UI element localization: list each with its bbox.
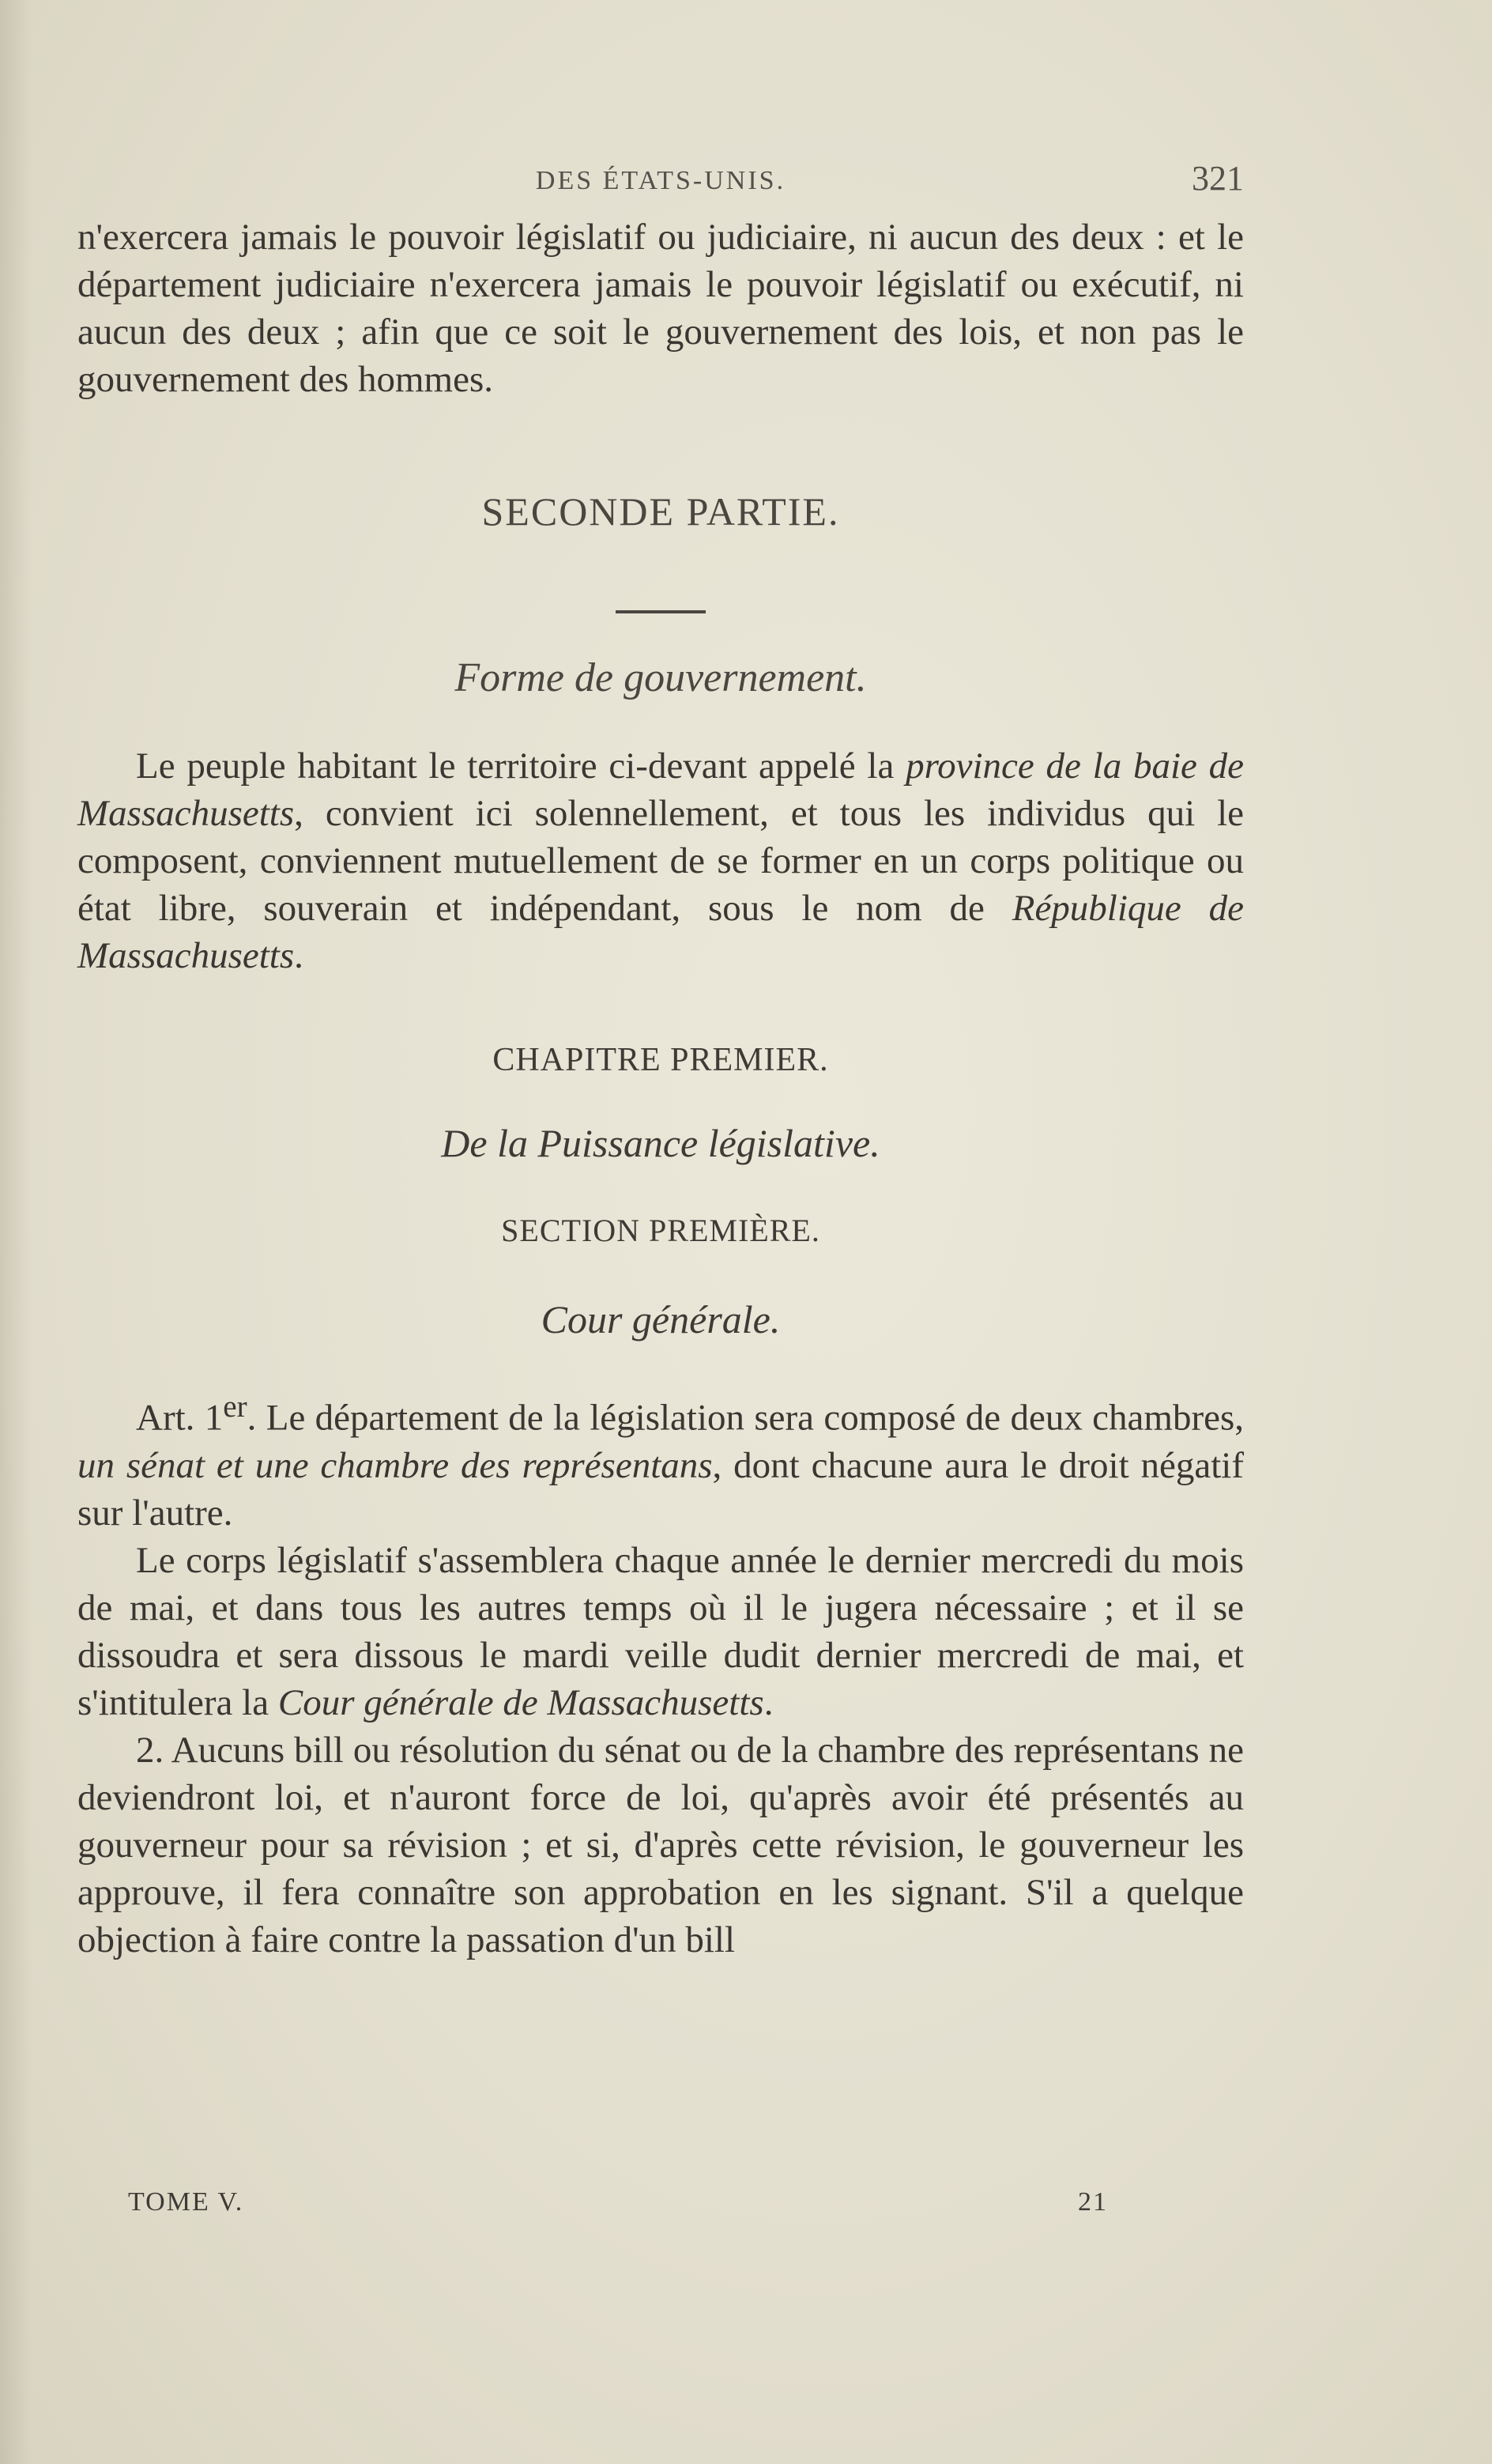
signature-mark: 21 bbox=[1078, 2187, 1108, 2217]
section-subtitle: Cour générale. bbox=[541, 1297, 781, 1341]
intro-province-name: province de la baie de Massachusetts bbox=[77, 745, 1245, 834]
part-title: SECONDE PARTIE. bbox=[481, 489, 840, 534]
article-1-chambers: un sénat et une chambre des représentans bbox=[77, 1444, 713, 1486]
chapter-subtitle: De la Puissance législative. bbox=[441, 1121, 880, 1165]
part-subtitle: Forme de gouvernement. bbox=[454, 655, 867, 700]
divider-rule bbox=[616, 610, 706, 613]
gutter-shadow bbox=[0, 0, 32, 2464]
page-number: 321 bbox=[1192, 159, 1244, 198]
corps-court-name: Cour générale de Massachusetts bbox=[277, 1681, 764, 1723]
text-column bbox=[77, 155, 1244, 1964]
corps-text-1: Le corps législatif s'assemblera chaque année le dernier mercredi du mois de mai, et dans tous les autres temps où il le jugera nécessaire ; et il se dissoudra et sera dissous le mardi veille dudit dernier mercredi de mai, et s'intitulera la bbox=[77, 1539, 1244, 1723]
article-1-text-2: , dont chacune aura le droit négatif sur l'autre. bbox=[77, 1444, 1244, 1534]
section-title: SECTION PREMIÈRE. bbox=[501, 1213, 820, 1248]
article-1-superscript: er bbox=[223, 1390, 247, 1424]
corps-paragraph bbox=[77, 1537, 1244, 1726]
article-1-text-1: . Le département de la législation sera composé de deux chambres, bbox=[247, 1397, 1244, 1439]
article-2-paragraph: 2. Aucuns bill ou résolution du sénat ou de la chambre des représentans ne deviendront loi, et n'auront force de loi, qu'après avoir été présentés au gouverneur pour sa révision ; et si, d'après cette révision, le gouverneur les approuve, il fera connaître son approbation en les signant. S'il a quelque objection à faire contre la passation d'un bill bbox=[77, 1729, 1244, 1960]
page-footer bbox=[128, 2187, 1108, 2227]
intro-text-3: . bbox=[294, 935, 303, 976]
running-head-title: DES ÉTATS-UNIS. bbox=[535, 166, 786, 195]
article-1-prefix: Art. 1 bbox=[136, 1397, 224, 1439]
chapter-title: CHAPITRE PREMIER. bbox=[492, 1042, 829, 1078]
running-head bbox=[77, 155, 1244, 210]
opening-paragraph: n'exercera jamais le pouvoir législatif ou judiciaire, ni aucun des deux : et le département judiciaire n'exercera jamais le pouvoir législatif ou exécutif, ni aucun des deux ; afin que ce soit le gouvernement des lois, et non pas le gouvernement des hommes. bbox=[77, 217, 1244, 400]
intro-text-2: , convient ici solennellement, et tous les individus qui le composent, conviennent mutuellement de se former en un corps politique ou état libre, souverain et indépendant, sous le nom de bbox=[77, 793, 1244, 929]
corps-text-2: . bbox=[763, 1681, 774, 1723]
volume-label: TOME V. bbox=[128, 2187, 244, 2217]
intro-paragraph bbox=[77, 742, 1244, 979]
intro-text-1: Le peuple habitant le territoire ci-devant appelé la bbox=[136, 745, 906, 787]
intro-republic-name: République de Massachusetts bbox=[77, 888, 1244, 976]
article-1-paragraph bbox=[77, 1383, 1244, 1537]
